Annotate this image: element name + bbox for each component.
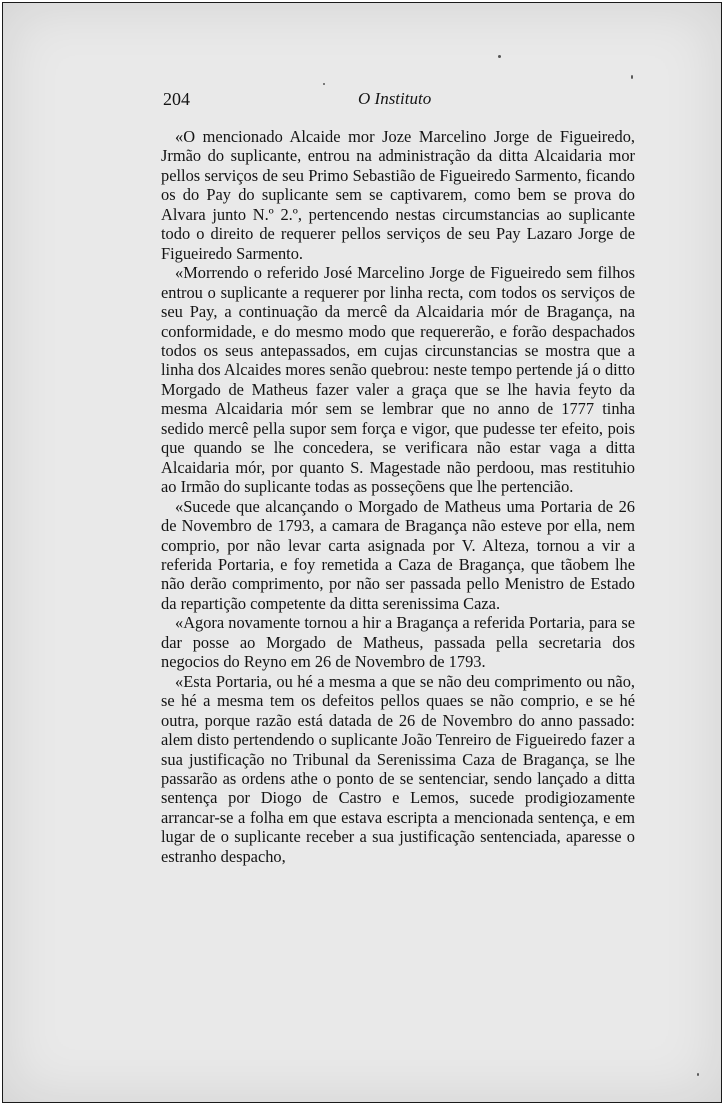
page-number: 204 [163,89,190,109]
body-text [161,127,635,866]
paper-speck [498,55,501,58]
paragraph-4: «Agora novamente tornou a hir a Bragança a referida Portaria, para se dar posse ao Morgado de Matheus, passada pella secretaria dos negocios do Reyno em 26 de Novembro de 1793. [161,613,635,672]
page-header [163,89,722,113]
paper-speck [631,75,633,79]
paper-speck [697,1073,699,1076]
paragraph-5: «Esta Portaria, ou hé a mesma a que se não deu comprimento ou não, se hé a mesma tem os defeitos pellos quaes se não comprio, e se hé outra, porque razão está datada de 26 de Novembro do anno passado: alem disto pertendendo o suplicante João Tenreiro de Figueiredo fazer a sua justificação no Tribunal da Serenissima Caza de Bragança, se lhe passarão as ordens athe o ponto de se sentenciar, sendo lançado a ditta sentença por Diogo de Castro e Lemos, sucede prodigiozamente arrancar-se a folha em que estava escripta a mencionada sentença, e em lugar de o suplicante receber a sua justificação sentenciada, aparesse o estranho despacho, [161,671,635,866]
paragraph-1: «O mencionado Alcaide mor Joze Marcelino Jorge de Figueiredo, Jrmão do suplicante, entrou na administração da ditta Alcaidaria mor pellos serviços de seu Primo Sebastião de Figueiredo Sarmento, ficando os do Pay do suplicante sem se captivarem, como bem se prova do Alvara junto N.º 2.º, pertencendo nestas circumstancias ao suplicante todo o direito de requerer pellos serviços de seu Pay Lazaro Jorge de Figueiredo Sarmento. [161,127,635,263]
scanned-page [2,2,722,1103]
paragraph-3: «Sucede que alcançando o Morgado de Matheus uma Portaria de 26 de Novembro de 1793, a camara de Bragança não esteve por ella, nem comprio, por não levar carta asignada por V. Alteza, tornou a vir a referida Portaria, e foy remetida a Caza de Bragança, que tãobem lhe não derão comprimento, por não ser passada pello Menistro de Estado da repartição competente da ditta serenissima Caza. [161,496,635,613]
paper-speck [323,83,325,85]
paragraph-2: «Morrendo o referido José Marcelino Jorge de Figueiredo sem filhos entrou o suplicante a requerer por linha recta, com todos os serviços de seu Pay, a continuação da mercê da Alcaidaria mór de Bragança, na conformidade, e do mesmo modo que requererão, e forão despachados todos os seus antepassados, em cujas circunstancias se mostra que a linha dos Alcaides mores senão quebrou: neste tempo pertende já o ditto Morgado de Matheus fazer valer a graça que se lhe havia feyto da mesma Alcaidaria mór sem se lembrar que no anno de 1777 tinha sedido mercê pella supor sem força e vigor, que pudesse ter efeito, pois que quando se lhe concedera, se verificara não estar vaga a ditta Alcaidaria mór, por quanto S. Magestade não perdoou, mas restituhio ao Irmão do suplicante todas as posseçõens que lhe pertencião. [161,263,635,497]
running-title: O Instituto [358,89,432,108]
